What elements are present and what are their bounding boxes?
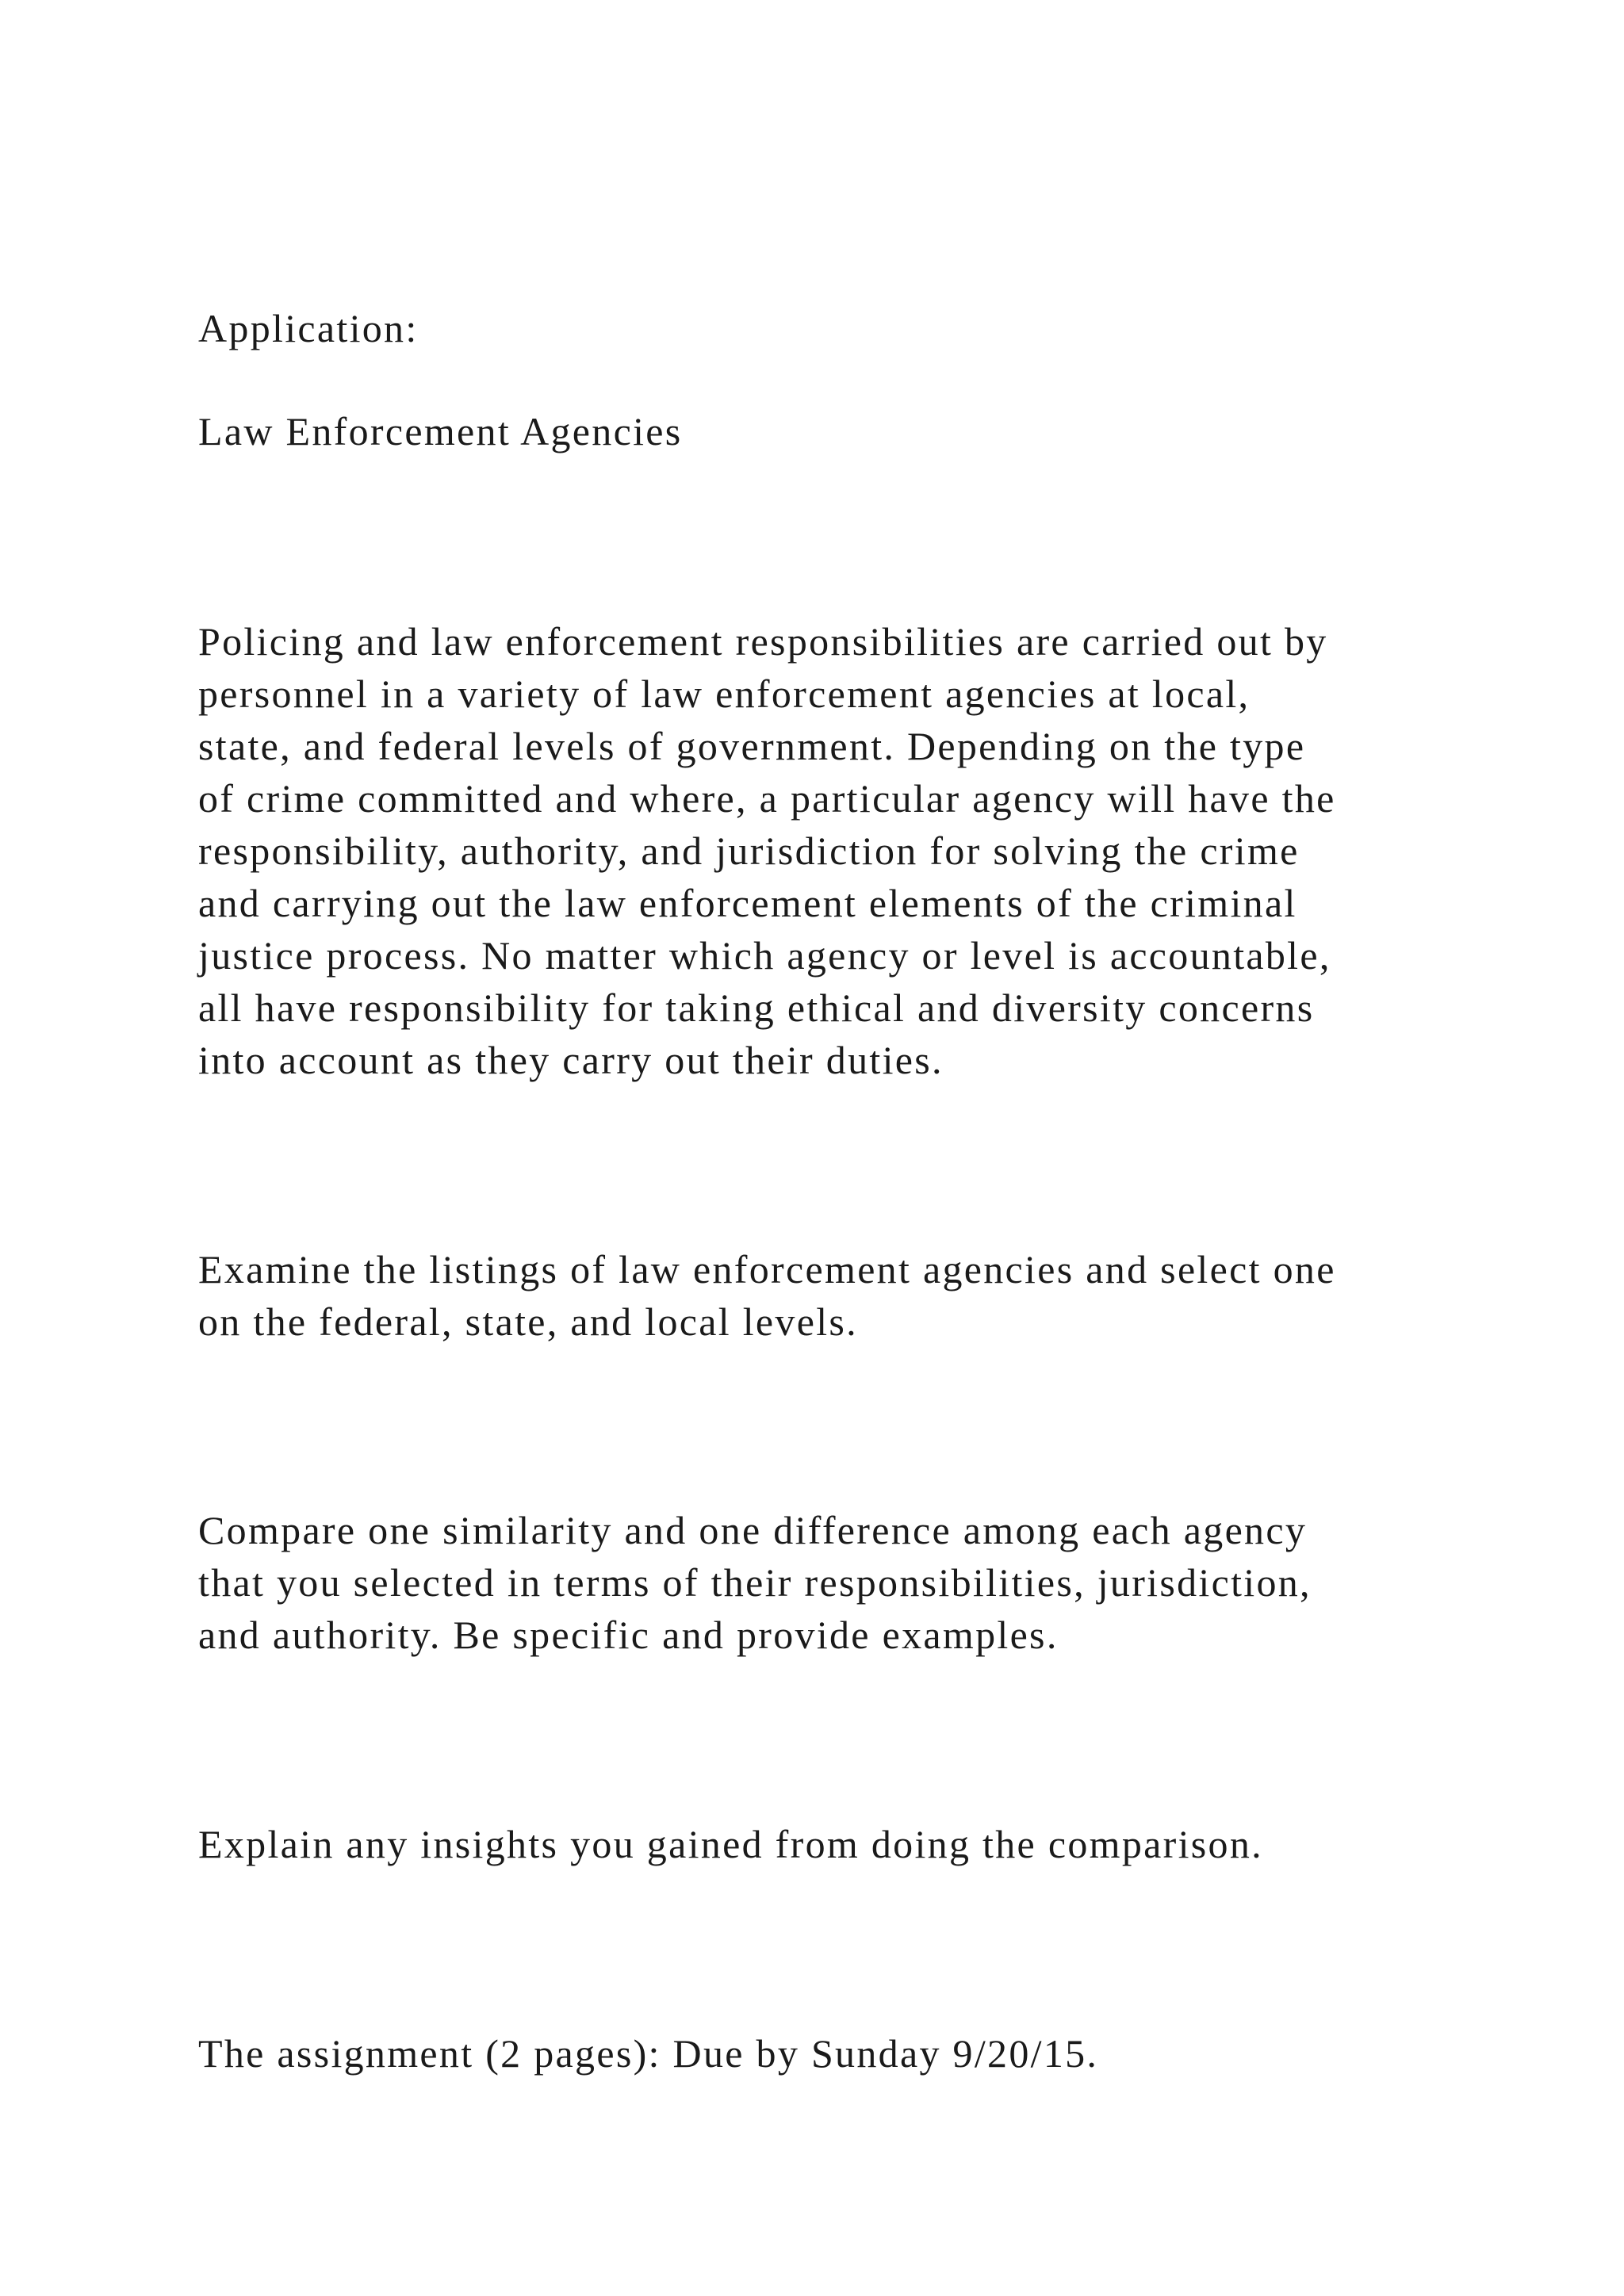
paragraph-line: state, and federal levels of government. Depending on the type xyxy=(198,724,1306,768)
page-title: Law Enforcement Agencies xyxy=(198,409,683,453)
paragraph-line: and carrying out the law enforcement elements of the criminal xyxy=(198,881,1297,925)
paragraph-line: Examine the listings of law enforcement agencies and select one xyxy=(198,1247,1336,1292)
paragraph-line: and authority. Be specific and provide examples. xyxy=(198,1613,1059,1657)
paragraph-line: into account as they carry out their duties. xyxy=(198,1038,944,1082)
heading-label: Application: xyxy=(198,306,419,350)
explain-paragraph: Explain any insights you gained from doing the comparison. xyxy=(198,1822,1263,1866)
due-date-line: The assignment (2 pages): Due by Sunday 9/20/15. xyxy=(198,2031,1099,2076)
paragraph-line: personnel in a variety of law enforcement agencies at local, xyxy=(198,672,1251,716)
paragraph-line: Policing and law enforcement responsibilities are carried out by xyxy=(198,619,1328,664)
paragraph-line: all have responsibility for taking ethical and diversity concerns xyxy=(198,985,1315,1030)
paragraph-line: justice process. No matter which agency or level is accountable, xyxy=(198,933,1331,978)
paragraph-line: on the federal, state, and local levels. xyxy=(198,1299,858,1344)
paragraph-line: that you selected in terms of their responsibilities, jurisdiction, xyxy=(198,1560,1312,1605)
paragraph-line: Compare one similarity and one difference among each agency xyxy=(198,1508,1308,1552)
paragraph-line: of crime committed and where, a particular agency will have the xyxy=(198,776,1336,821)
paragraph-line: responsibility, authority, and jurisdiction for solving the crime xyxy=(198,828,1300,873)
